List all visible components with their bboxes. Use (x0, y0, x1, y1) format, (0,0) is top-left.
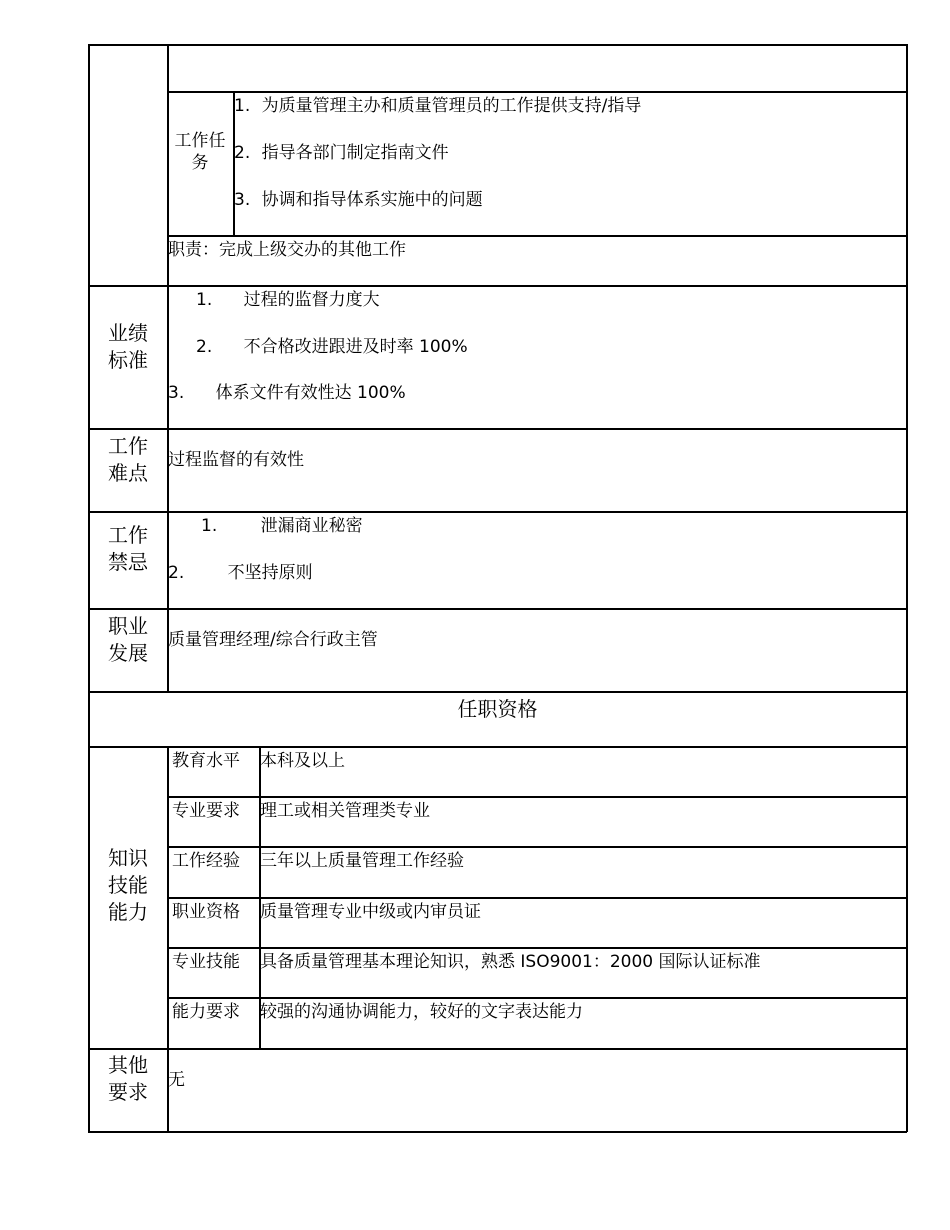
other-label (89, 1052, 167, 1106)
difficulty-label (89, 433, 167, 487)
qualification-value-ability: 较强的沟通协调能力，较好的文字表达能力 (260, 1002, 583, 1022)
section-divider-other (88, 1048, 907, 1050)
task-item-number: 2. (234, 143, 251, 163)
performance-item-number: 2. (196, 337, 213, 357)
qualification-row-divider-5 (167, 997, 907, 999)
taboo-item-1 (201, 516, 363, 536)
task-label-line-1: 工作任 (174, 131, 226, 151)
knowledge-label-line-2: 技能 (108, 873, 148, 897)
qualification-key-major: 专业要求 (172, 801, 240, 821)
qualification-value-major: 理工或相关管理类专业 (260, 801, 430, 821)
table-border-right (906, 44, 908, 1132)
duties-divider-2 (167, 235, 907, 237)
qualification-row-divider-1 (167, 796, 907, 798)
section-divider-performance (88, 285, 907, 287)
performance-label (89, 320, 167, 374)
section-divider-career (88, 608, 907, 610)
taboo-label-line-1: 工作 (108, 523, 148, 547)
table-border-bottom (88, 1131, 907, 1133)
other-label-line-1: 其他 (108, 1053, 148, 1077)
task-item-3 (234, 190, 483, 210)
task-item-number: 1. (234, 96, 251, 116)
difficulty-label-line-2: 难点 (108, 461, 148, 485)
performance-label-line-2: 标准 (108, 348, 148, 372)
qualification-key-education: 教育水平 (172, 751, 240, 771)
task-item-2 (234, 143, 449, 163)
qualification-row-divider-2 (167, 846, 907, 848)
qualification-key-experience: 工作经验 (172, 851, 240, 871)
qualification-row-divider-3 (167, 897, 907, 899)
performance-item-2 (196, 337, 468, 357)
performance-item-text: 不合格改进跟进及时率 100% (243, 337, 468, 357)
qualification-key-certificate: 职业资格 (172, 902, 240, 922)
difficulty-text: 过程监督的有效性 (168, 450, 304, 470)
qualification-value-education: 本科及以上 (260, 751, 345, 771)
qualification-key-skills: 专业技能 (172, 952, 240, 972)
taboo-item-2 (168, 563, 313, 583)
performance-item-3 (168, 383, 406, 403)
task-item-1 (234, 96, 641, 116)
career-text: 质量管理经理/综合行政主管 (168, 630, 378, 650)
task-label-line-2: 务 (191, 153, 209, 173)
taboo-item-number: 2. (168, 563, 185, 583)
performance-item-number: 3. (168, 383, 185, 403)
qualification-value-certificate: 质量管理专业中级或内审员证 (260, 902, 481, 922)
career-label-line-1: 职业 (108, 614, 148, 638)
responsibility-text: 职责：完成上级交办的其他工作 (168, 240, 406, 260)
section-divider-qualification (88, 691, 907, 693)
task-item-text: 指导各部门制定指南文件 (261, 143, 449, 163)
section-divider-difficulty (88, 428, 907, 430)
taboo-item-text: 泄漏商业秘密 (260, 516, 363, 536)
other-label-line-2: 要求 (108, 1080, 148, 1104)
qualification-row-divider-4 (167, 947, 907, 949)
qualification-title: 任职资格 (457, 697, 538, 721)
qualification-value-experience: 三年以上质量管理工作经验 (260, 851, 464, 871)
knowledge-label-line-1: 知识 (108, 846, 148, 870)
career-label-line-2: 发展 (108, 641, 148, 665)
section-divider-taboo (88, 511, 907, 513)
task-item-text: 协调和指导体系实施中的问题 (261, 190, 483, 210)
taboo-label-line-2: 禁忌 (108, 550, 148, 574)
task-item-number: 3. (234, 190, 251, 210)
qualification-value-skills: 具备质量管理基本理论知识，熟悉 ISO9001：2000 国际认证标准 (260, 952, 761, 972)
knowledge-label-line-3: 能力 (108, 900, 148, 924)
difficulty-label-line-1: 工作 (108, 434, 148, 458)
performance-item-text: 体系文件有效性达 100% (215, 383, 406, 403)
career-label (89, 613, 167, 667)
performance-item-text: 过程的监督力度大 (243, 290, 380, 310)
performance-label-line-1: 业绩 (108, 321, 148, 345)
taboo-label (89, 522, 167, 576)
task-label (169, 130, 231, 174)
taboo-item-number: 1. (201, 516, 218, 536)
qualification-key-ability: 能力要求 (172, 1002, 240, 1022)
knowledge-label (89, 845, 167, 926)
other-text: 无 (168, 1070, 185, 1090)
taboo-item-text: 不坚持原则 (227, 563, 313, 583)
duties-divider-1 (167, 91, 907, 93)
table-border-left (88, 44, 90, 1132)
task-item-text: 为质量管理主办和质量管理员的工作提供支持/指导 (261, 96, 642, 116)
performance-item-1 (196, 290, 380, 310)
table-border-top (88, 44, 907, 46)
section-divider-knowledge (88, 746, 907, 748)
performance-item-number: 1. (196, 290, 213, 310)
